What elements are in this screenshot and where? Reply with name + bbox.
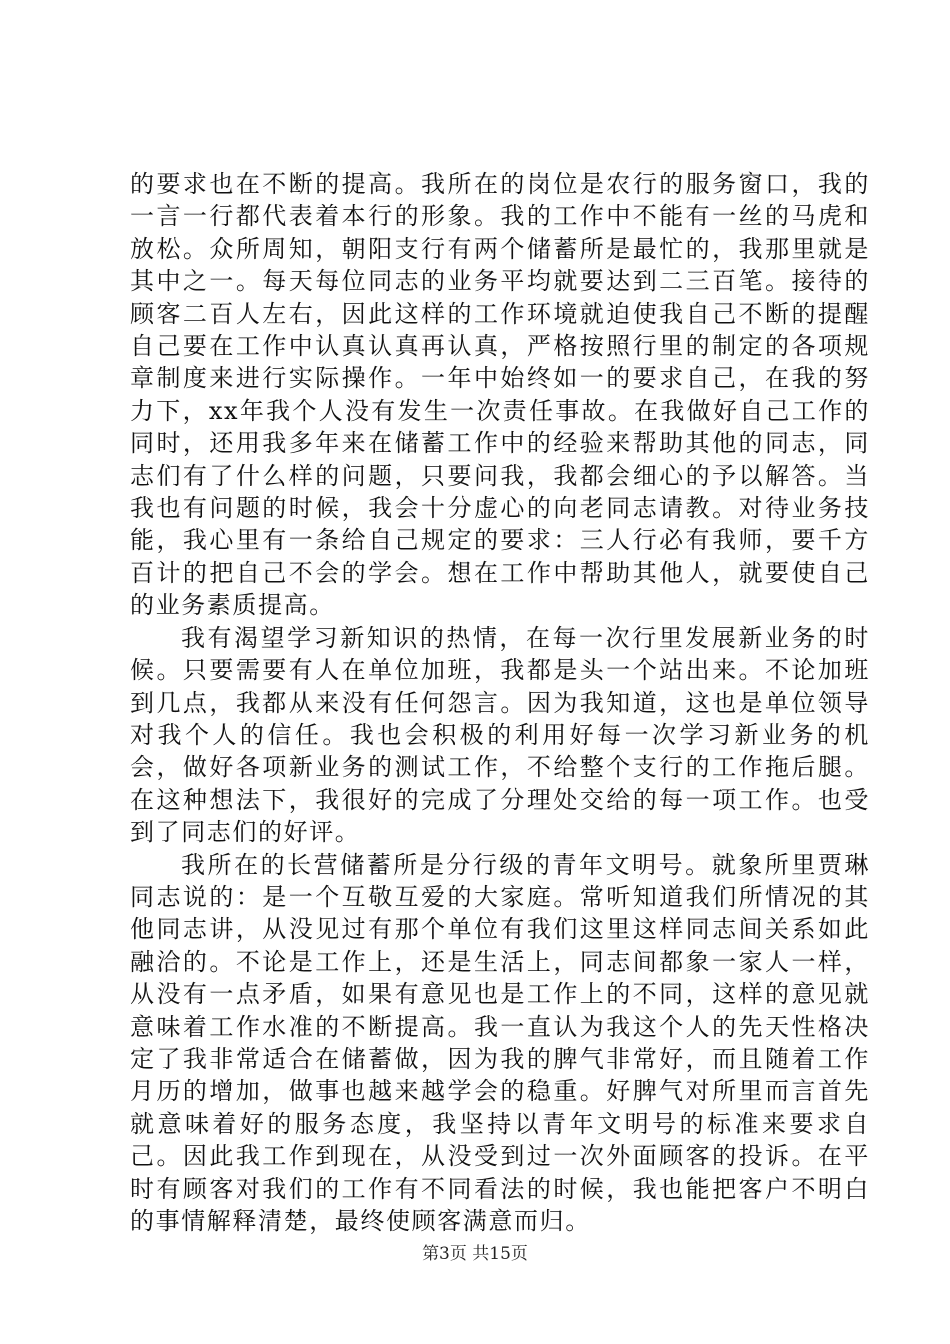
page-number-footer: 第3页 共15页 xyxy=(422,1244,528,1264)
paragraph-branch: 我所在的长营储蓄所是分行级的青年文明号。就象所里贾琳同志说的：是一个互敬互爱的大家庭。常听知道我们所情况的其他同志讲，从没见过有那个单位有我们这里这样同志间关系如此融洽的。不论是工作上，还是生活上，同志间都象一家人一样，从没有一点矛盾，如果有意见也是工作上的不同，这样的意见就意味着工作水准的不断提高。我一直认为我这个人的先天性格决定了我非常适合在储蓄做，因为我的脾气非常好，而且随着工作月历的增加，做事也越来越学会的稳重。好脾气对所里而言首先就意味着好的服务态度，我坚持以青年文明号的标准来要求自己。因此我工作到现在，从没受到过一次外面顾客的投诉。在平时有顾客对我们的工作有不同看法的时候，我也能把客户不明白的事情解释清楚，最终使顾客满意而归。 xyxy=(130,850,870,1235)
paragraph-continuation: 的要求也在不断的提高。我所在的岗位是农行的服务窗口，我的一言一行都代表着本行的形象。我的工作中不能有一丝的马虎和放松。众所周知，朝阳支行有两个储蓄所是最忙的，我那里就是其中之一。每天每位同志的业务平均就要达到二三百笔。接待的顾客二百人左右，因此这样的工作环境就迫使我自己不断的提醒自己要在工作中认真认真再认真，严格按照行里的制定的各项规章制度来进行实际操作。一年中始终如一的要求自己，在我的努力下，xx年我个人没有发生一次责任事故。在我做好自己工作的同时，还用我多年来在储蓄工作中的经验来帮助其他的同志，同志们有了什么样的问题，只要问我，我都会细心的予以解答。当我也有问题的时候，我会十分虚心的向老同志请教。对待业务技能，我心里有一条给自己规定的要求：三人行必有我师，要千方百计的把自己不会的学会。想在工作中帮助其他人，就要使自己的业务素质提高。 xyxy=(130,170,870,620)
document-body xyxy=(130,168,870,1237)
paragraph-learning: 我有渴望学习新知识的热情，在每一次行里发展新业务的时候。只要需要有人在单位加班，我都是头一个站出来。不论加班到几点，我都从来没有任何怨言。因为我知道，这也是单位领导对我个人的信任。我也会积极的利用好每一次学习新业务的机会，做好各项新业务的测试工作，不给整个支行的工作拖后腿。在这种想法下，我很好的完成了分理处交给的每一项工作。也受到了同志们的好评。 xyxy=(130,623,870,847)
